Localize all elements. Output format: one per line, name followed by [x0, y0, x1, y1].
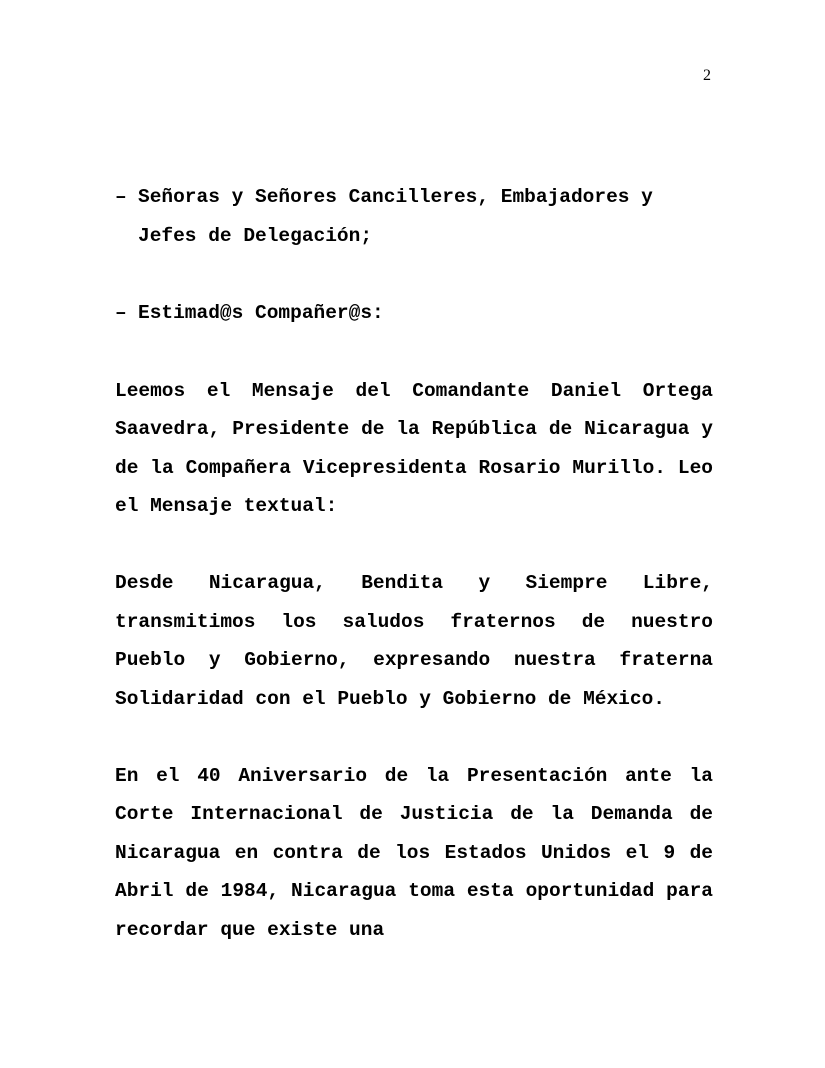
- paragraph: Leemos el Mensaje del Comandante Daniel Ortega Saavedra, Presidente de la República de Nicaragua y de la Compañera Vicepresidenta Rosario Murillo. Leo el Mensaje textual:: [115, 379, 713, 517]
- salutation-line: [115, 178, 713, 255]
- salutation-text: Estimad@s Compañer@s:: [138, 302, 384, 324]
- salutation-line: [115, 294, 713, 333]
- list-dash: –: [115, 302, 127, 324]
- paragraph: En el 40 Aniversario de la Presentación ante la Corte Internacional de Justicia de la Demanda de Nicaragua en contra de los Estados Unidos el 9 de Abril de 1984, Nicaragua toma esta oportunidad para recordar que existe una: [115, 764, 713, 941]
- salutation-text: Señoras y Señores Cancilleres, Embajadores y Jefes de Delegación;: [138, 186, 653, 247]
- document-body: [115, 178, 713, 949]
- list-dash: –: [115, 186, 127, 208]
- page-number: 2: [703, 67, 711, 84]
- paragraph: Desde Nicaragua, Bendita y Siempre Libre, transmitimos los saludos fraternos de nuestro Pueblo y Gobierno, expresando nuestra fraterna Solidaridad con el Pueblo y Gobierno de México.: [115, 572, 713, 710]
